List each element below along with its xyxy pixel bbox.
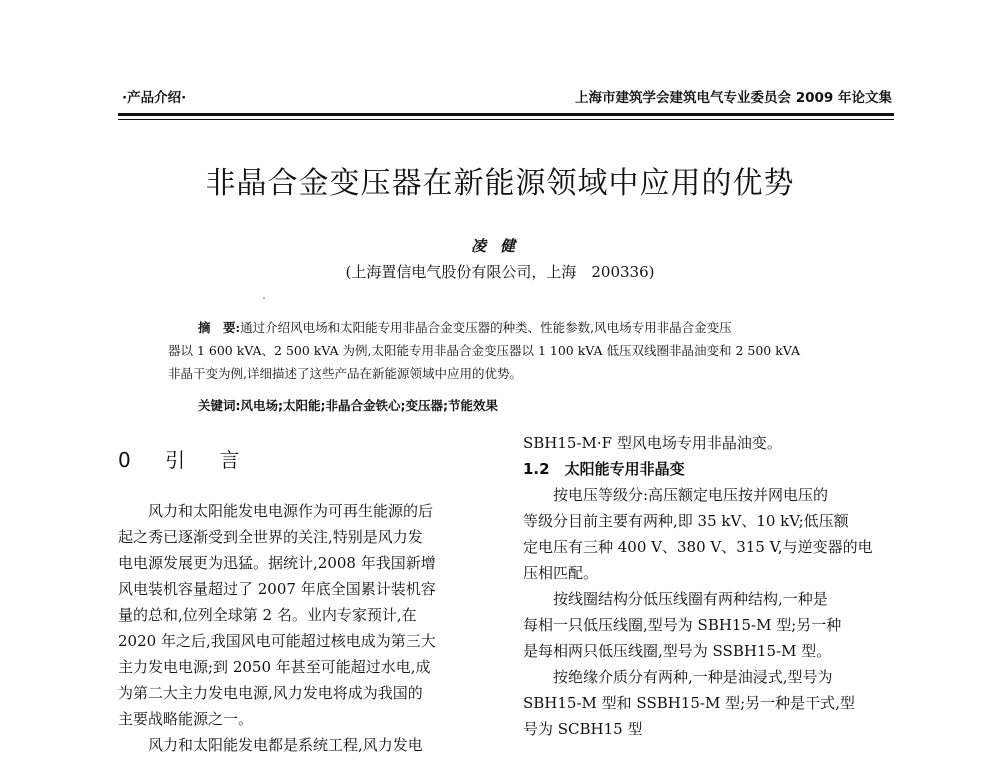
- body-line: SBH15-M·F 型风电场专用非晶油变。: [523, 434, 782, 452]
- abstract: [168, 316, 868, 385]
- body-line: 风力和太阳能发电电源作为可再生能源的后: [148, 502, 434, 520]
- body-line: 为第二大主力发电电源,风力发电将成为我国的: [118, 684, 423, 702]
- body-line: SBH15-M 型和 SSBH15-M 型;另一种是干式,型: [523, 694, 855, 712]
- keywords: [198, 396, 498, 414]
- body-line: 按绝缘介质分有两种,一种是油浸式,型号为: [553, 668, 833, 686]
- body-line: 按线圈结构分低压线圈有两种结构,一种是: [553, 590, 828, 608]
- body-line: 按电压等级分:高压额定电压按并网电压的: [553, 486, 829, 504]
- subsection-heading: 1.2 太阳能专用非晶变: [523, 460, 685, 478]
- keywords-text: 风电场;太阳能;非晶合金铁心;变压器;节能效果: [240, 398, 498, 413]
- body-line: 等级分目前主要有两种,即 35 kV、10 kV;低压额: [523, 512, 849, 530]
- keywords-label: 关键词:: [198, 398, 241, 413]
- abstract-line: 器以 1 600 kVA、2 500 kVA 为例,太阳能专用非晶合金变压器以 1 100 kVA 低压双线圈非晶油变和 2 500 kVA: [168, 343, 800, 358]
- body-line: 每相一只低压线圈,型号为 SBH15-M 型;另一种: [523, 616, 842, 634]
- body-line: 是每相两只低压线圈,型号为 SSBH15-M 型。: [523, 642, 832, 660]
- abstract-line: 非晶干变为例,详细描述了这些产品在新能源领域中应用的优势。: [168, 366, 522, 381]
- right-column: [523, 430, 895, 742]
- section-heading: 0 引 言: [118, 448, 254, 472]
- body-line: 压相匹配。: [523, 564, 599, 582]
- paper-title: 非晶合金变压器在新能源领域中应用的优势: [205, 166, 795, 201]
- body-line: 起之秀已逐渐受到全世界的关注,特别是风力发: [118, 528, 423, 546]
- body-line: 量的总和,位列全球第 2 名。业内专家预计,在: [118, 606, 417, 624]
- author-affiliation: (上海置信电气股份有限公司，上海 200336): [345, 263, 655, 281]
- body-line: 风电装机容量超过了 2007 年底全国累计装机容: [118, 580, 436, 598]
- body-line: 主要战略能源之一。: [118, 710, 254, 728]
- speck: [263, 297, 265, 299]
- body-line: 2020 年之后,我国风电可能超过核电成为第三大: [118, 632, 436, 650]
- abstract-line: 摘 要:通过介绍风电场和太阳能专用非晶合金变压器的种类、性能参数,风电场专用非晶合金变压: [198, 320, 732, 335]
- body-line: 号为 SCBH15 型: [523, 720, 643, 738]
- running-header: [118, 86, 894, 110]
- body-line: 电电源发展更为迅猛。据统计,2008 年我国新增: [118, 554, 436, 572]
- header-publication: 上海市建筑学会建筑电气专业委员会 2009 年论文集: [575, 90, 892, 106]
- abstract-label: 摘 要:: [198, 320, 241, 335]
- header-rule-thick: [118, 113, 894, 116]
- author-name: 凌健: [470, 237, 529, 255]
- header-section-label: ·产品介绍·: [122, 90, 187, 106]
- body-line: 主力发电电源;到 2050 年甚至可能超过水电,成: [118, 658, 431, 676]
- header-rule-thin: [118, 119, 894, 120]
- body-line: 定电压有三种 400 V、380 V、315 V,与逆变器的电: [523, 538, 873, 556]
- body-line: 风力和太阳能发电都是系统工程,风力发电: [148, 736, 423, 754]
- left-column: [118, 450, 496, 758]
